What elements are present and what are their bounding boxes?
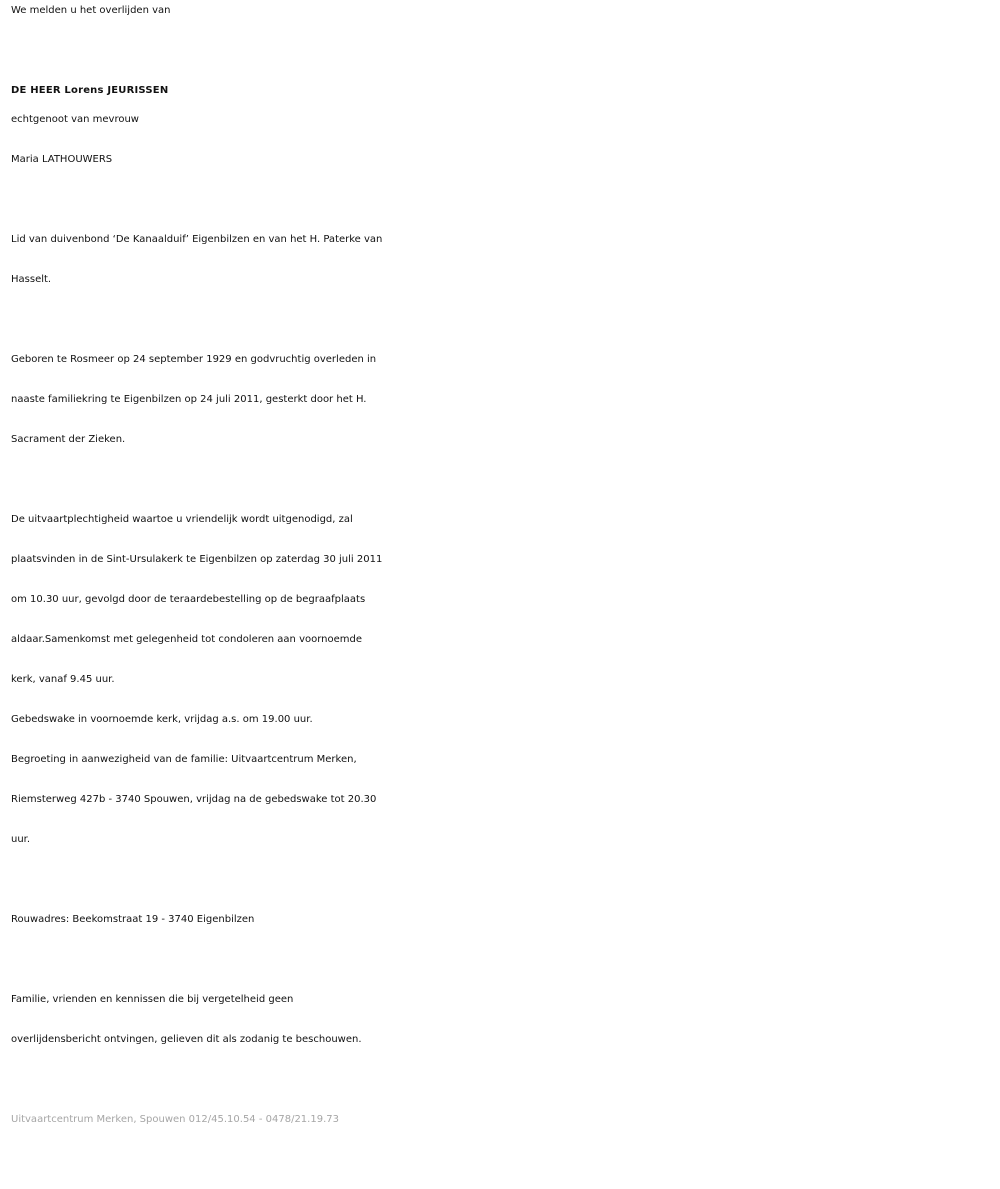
ceremony-line: Riemsterweg 427b - 3740 Spouwen, vrijdag na de gebedswake tot 20.30 <box>11 794 377 805</box>
notice-line: Familie, vrienden en kennissen die bij vergetelheid geen <box>11 994 294 1005</box>
ceremony-line: plaatsvinden in de Sint-Ursulakerk te Eigenbilzen op zaterdag 30 juli 2011 <box>11 554 383 565</box>
spacer <box>11 940 991 980</box>
deceased-name: DE HEER Lorens JEURISSEN <box>11 85 169 96</box>
birth-death-line: naaste familiekring te Eigenbilzen op 24 juli 2011, gesterkt door het H. <box>11 394 367 405</box>
spouse-line-2: Maria LATHOUWERS <box>11 154 113 165</box>
notice-line: overlijdensbericht ontvingen, gelieven dit als zodanig te beschouwen. <box>11 1034 362 1045</box>
obituary-notice <box>11 0 991 1140</box>
spacer <box>11 180 991 220</box>
ceremony-line: om 10.30 uur, gevolgd door de teraardebestelling op de begraafplaats <box>11 594 366 605</box>
notice-paragraph <box>11 980 991 1060</box>
spacer <box>11 860 991 900</box>
spacer <box>11 300 991 340</box>
ceremony-line: uur. <box>11 834 31 845</box>
ceremony-line: kerk, vanaf 9.45 uur. <box>11 674 115 685</box>
ceremony-line: De uitvaartplechtigheid waartoe u vriendelijk wordt uitgenodigd, zal <box>11 514 353 525</box>
spacer <box>11 1060 991 1100</box>
spacer <box>11 24 991 66</box>
birth-death-line: Sacrament der Zieken. <box>11 434 126 445</box>
ceremony-line: Begroeting in aanwezigheid van de familie: Uitvaartcentrum Merken, <box>11 754 357 765</box>
spouse-line-1: echtgenoot van mevrouw <box>11 114 139 125</box>
funeral-home-footer: Uitvaartcentrum Merken, Spouwen 012/45.10.54 - 0478/21.19.73 <box>11 1114 339 1125</box>
birth-death-paragraph <box>11 340 991 460</box>
spacer <box>11 460 991 500</box>
intro-text: We melden u het overlijden van <box>11 5 171 16</box>
ceremony-paragraph <box>11 500 991 860</box>
ceremony-line: Gebedswake in voornoemde kerk, vrijdag a.s. om 19.00 uur. <box>11 714 313 725</box>
membership-line: Hasselt. <box>11 274 52 285</box>
membership-paragraph <box>11 220 991 300</box>
membership-line: Lid van duivenbond ‘De Kanaalduif’ Eigenbilzen en van het H. Paterke van <box>11 234 383 245</box>
ceremony-line: aldaar.Samenkomst met gelegenheid tot condoleren aan voornoemde <box>11 634 363 645</box>
birth-death-line: Geboren te Rosmeer op 24 september 1929 en godvruchtig overleden in <box>11 354 377 365</box>
mourning-address: Rouwadres: Beekomstraat 19 - 3740 Eigenbilzen <box>11 914 255 925</box>
